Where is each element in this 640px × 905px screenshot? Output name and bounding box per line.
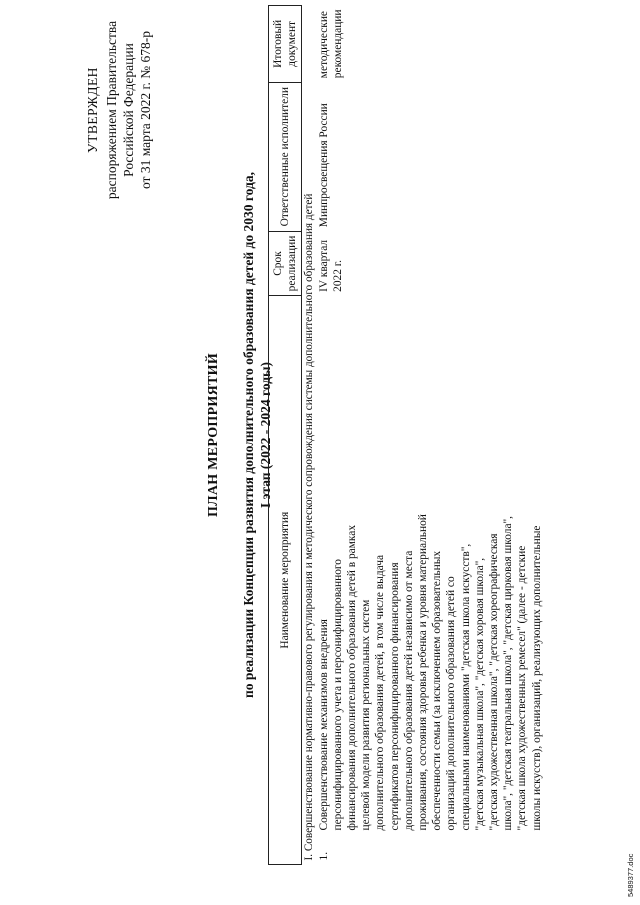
name-line: "детская художественная школа", "детская хореографическая bbox=[488, 533, 501, 831]
name-line: организаций дополнительного образования детей со bbox=[445, 576, 458, 831]
title-line-3: I этап (2022 - 2024 годы) bbox=[258, 361, 273, 509]
row-name-cell bbox=[317, 296, 544, 835]
name-line: школы искусств), организаций, реализующих дополнительные bbox=[530, 525, 543, 831]
approval-line-1: распоряжением Правительства bbox=[104, 20, 119, 200]
term-line: IV квартал bbox=[317, 239, 330, 292]
section-title: I. Совершенствование нормативно-правового регулирования и методического сопровождения системы дополнительного образования детей bbox=[303, 193, 316, 861]
header-name: Наименование мероприятия bbox=[269, 296, 302, 865]
term-line: 2022 г. bbox=[331, 259, 344, 292]
table-header-row bbox=[269, 6, 302, 865]
header-responsible: Ответственные исполнители bbox=[269, 82, 302, 231]
name-line: дополнительного образования детей, в том числе выдача bbox=[374, 554, 387, 831]
table-row bbox=[317, 6, 544, 865]
header-document: Итоговый документ bbox=[269, 6, 302, 83]
name-line: проживания, состояния здоровья ребенка и уровня материальной bbox=[417, 514, 430, 831]
document-title bbox=[205, 115, 274, 755]
name-line: финансирования дополнительного образования детей в рамках bbox=[346, 524, 359, 831]
document-line: методические bbox=[317, 11, 330, 79]
name-line: персонифицированного учета и персонифицированного bbox=[331, 559, 344, 831]
section-row bbox=[302, 6, 317, 865]
name-line: сертификатов персонифицированного финансирования bbox=[388, 562, 401, 831]
approval-stamp bbox=[84, 10, 154, 210]
approval-line-3: от 31 марта 2022 г. № 678-р bbox=[138, 30, 153, 190]
name-line: Совершенствование механизмов внедрения bbox=[317, 619, 330, 831]
approval-heading: УТВЕРЖДЕН bbox=[85, 67, 100, 153]
row-responsible-cell: Минпросвещения России bbox=[317, 103, 330, 228]
title-main: ПЛАН МЕРОПРИЯТИЙ bbox=[206, 352, 221, 518]
row-number: 1. bbox=[317, 851, 330, 861]
name-line: "детская музыкальная школа", "детская хоровая школа", bbox=[473, 557, 486, 831]
plan-table bbox=[268, 5, 544, 865]
header-term: Срок реализации bbox=[269, 231, 302, 296]
name-line: школа", "детская театральная школа", "детская цирковая школа", bbox=[502, 515, 515, 831]
file-identifier: 5489377.doc bbox=[626, 853, 635, 897]
row-document-cell bbox=[317, 6, 544, 83]
row-term-cell bbox=[317, 231, 544, 296]
approval-line-2: Российской Федерации bbox=[121, 43, 136, 177]
name-line: целевой модели развития региональных систем bbox=[360, 599, 373, 831]
name-line: обеспеченности семьи (за исключением образовательных bbox=[431, 550, 444, 831]
name-line: специальными наименованиями "детская школа искусств", bbox=[459, 543, 472, 831]
name-line: "детская школа художественных ремесел" (далее - детские bbox=[516, 545, 529, 831]
title-line-2: по реализации Концепции развития дополнительного образования детей до 2030 года, bbox=[241, 172, 256, 698]
name-line: дополнительного образования детей независимо от места bbox=[402, 550, 415, 831]
document-line: рекомендации bbox=[331, 9, 344, 79]
